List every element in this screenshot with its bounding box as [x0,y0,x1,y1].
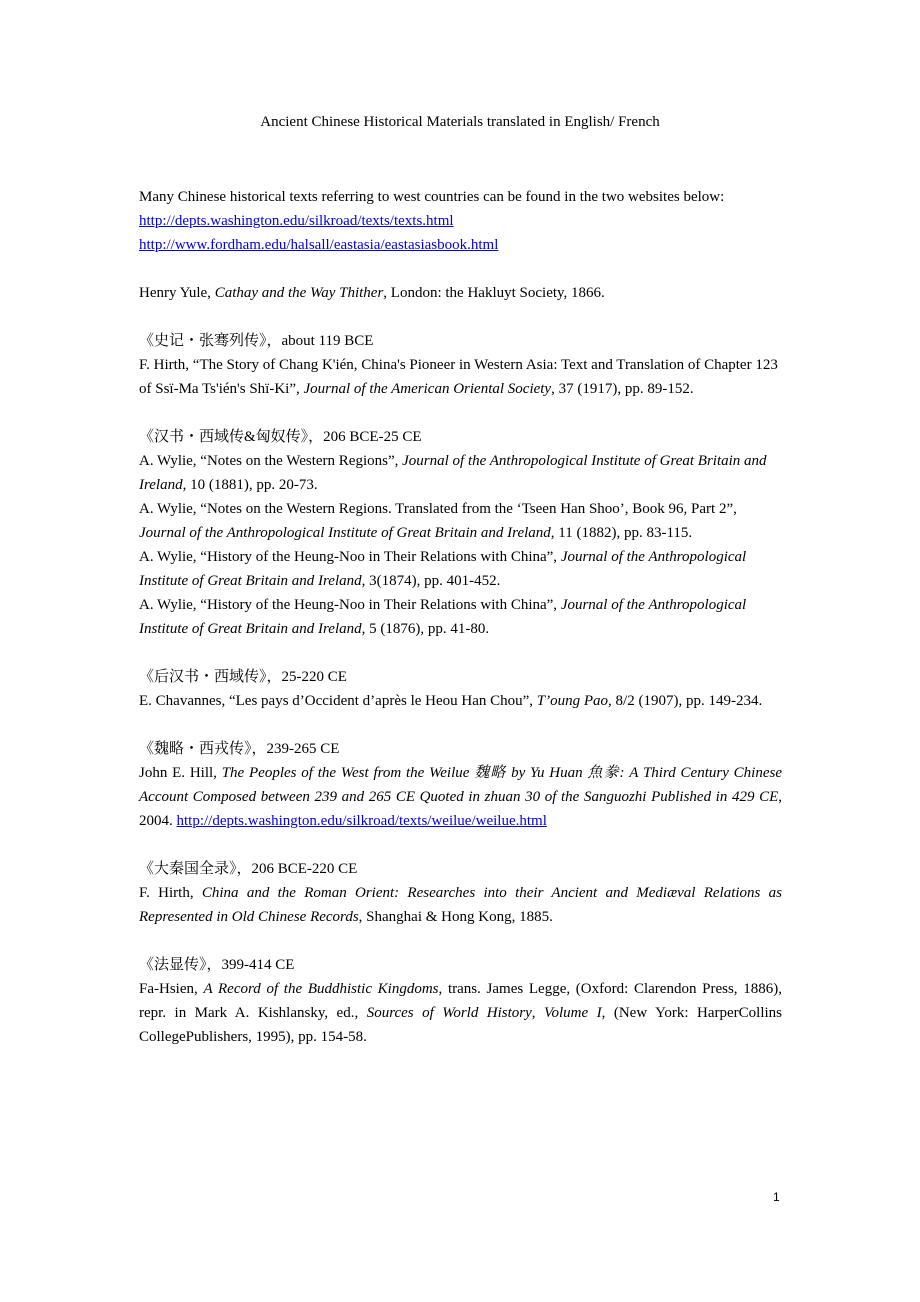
hanshu-reference-2: A. Wylie, “Notes on the Western Regions. Translated from the ‘Tseen Han Shoo’, Book 96, Part 2”, Journal of the Anthropological Institute of Great Britain and Ireland, 11 (1882), pp. 83-115. [139,501,737,541]
shiji-reference: F. Hirth, “The Story of Chang K'ién, China's Pioneer in Western Asia: Text and Translation of Chapter 123 of Ssï-Ma Ts'ién's Shï-Ki”, Journal of the American Oriental Society, 37 (1917), pp. 89-152. [139,357,778,397]
intro-link-2 [139,233,782,257]
intro-link-1 [139,209,782,233]
silkroad-texts-link[interactable]: http://depts.washington.edu/silkroad/texts/texts.html [139,213,454,229]
daqin-heading: 《大秦国全录》，206 BCE-220 CE [139,861,358,877]
document-title: Ancient Chinese Historical Materials translated in English/ French [260,114,660,130]
faxian-reference: Fa-Hsien, A Record of the Buddhistic Kingdoms, trans. James Legge, (Oxford: Clarendon Press, 1886), repr. in Mark A. Kishlansky, ed., Sources of World History, Volume I, (New York: HarperCollins CollegePublishers, 1995), pp. 154-58. [139,981,783,1045]
yule-reference: Henry Yule, Cathay and the Way Thither, London: the Hakluyt Society, 1866. [139,285,605,301]
faxian-heading: 《法显传》，399-414 CE [139,957,295,973]
document-body [139,185,782,1049]
intro-text: Many Chinese historical texts referring to west countries can be found in the two websites below: [139,189,725,205]
shiji-heading: 《史记・张骞列传》，about 119 BCE [139,333,374,349]
houhanshu-heading: 《后汉书・西域传》，25-220 CE [139,669,347,685]
weilue-link[interactable]: http://depts.washington.edu/silkroad/texts/weilue/weilue.html [176,813,547,829]
weilue-heading: 《魏略・西戎传》，239-265 CE [139,741,340,757]
weilue-reference: John E. Hill, The Peoples of the West from the Weilue 魏略 by Yu Huan 魚豢: A Third Century Chinese Account Composed between 239 and 265 CE Quoted in zhuan 30 of the Sanguozhi Published in 429 CE, 2004. http://depts.washington.edu/silkroad/texts/weilue/weilue.html [139,765,782,829]
page-number: 1 [773,1190,780,1204]
hanshu-reference-3: A. Wylie, “History of the Heung-Noo in Their Relations with China”, Journal of the Anthropological Institute of Great Britain and Ireland, 3(1874), pp. 401-452. [139,549,747,589]
hanshu-heading: 《汉书・西域传&匈奴传》，206 BCE-25 CE [139,429,422,445]
hanshu-reference-4: A. Wylie, “History of the Heung-Noo in Their Relations with China”, Journal of the Anthropological Institute of Great Britain and Ireland, 5 (1876), pp. 41-80. [139,597,747,637]
daqin-reference: F. Hirth, China and the Roman Orient: Researches into their Ancient and Mediæval Relations as Represented in Old Chinese Records, Shanghai & Hong Kong, 1885. [139,885,782,925]
houhanshu-reference: E. Chavannes, “Les pays d’Occident d’après le Heou Han Chou”, T’oung Pao, 8/2 (1907), pp. 149-234. [139,693,763,709]
fordham-eastasia-link[interactable]: http://www.fordham.edu/halsall/eastasia/eastasiasbook.html [139,237,499,253]
hanshu-reference-1: A. Wylie, “Notes on the Western Regions”, Journal of the Anthropological Institute of Great Britain and Ireland, 10 (1881), pp. 20-73. [139,453,767,493]
